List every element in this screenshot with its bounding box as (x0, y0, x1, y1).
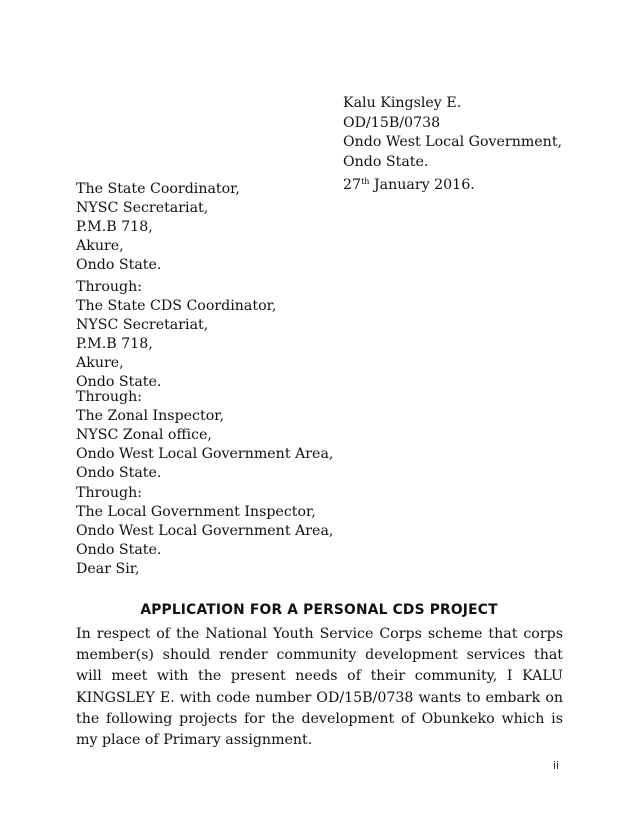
address-line: Ondo West Local Government Area, (76, 523, 334, 539)
letter-date (343, 172, 562, 196)
address-line: Ondo State. (76, 542, 162, 558)
address-line: NYSC Secretariat, (76, 317, 209, 333)
address-line: Ondo State. (76, 374, 162, 390)
address-line: The State Coordinator, (76, 181, 240, 197)
through-label: Through: (76, 389, 143, 405)
date-day: 27 (343, 177, 362, 194)
address-line: P.M.B 718, (76, 336, 153, 352)
through-zonal-inspector (76, 388, 333, 483)
date-suffix: th (361, 177, 370, 187)
address-line: Akure, (76, 238, 124, 254)
through-lg-inspector (76, 484, 333, 560)
address-line: P.M.B 718, (76, 219, 153, 235)
address-line: Ondo State. (76, 465, 162, 481)
address-line: NYSC Zonal office, (76, 427, 212, 443)
salutation: Dear Sir, (76, 561, 140, 577)
address-line: The Local Government Inspector, (76, 504, 316, 520)
body-paragraph: In respect of the National Youth Service Corps scheme that corps member(s) should render community development services that will meet with the present needs of their community, I KALU KINGSLEY E. with code number OD/15B/0738 wants to embark on the following projects for the development of Obunkeko which is my place of Primary assignment. (76, 626, 563, 749)
sender-code: OD/15B/0738 (343, 114, 441, 131)
address-line: The Zonal Inspector, (76, 408, 224, 424)
page-number: ii (553, 759, 560, 772)
address-line: Ondo State. (76, 257, 162, 273)
sender-state: Ondo State. (343, 153, 429, 170)
address-line: Akure, (76, 355, 124, 371)
address-line: The State CDS Coordinator, (76, 298, 277, 314)
through-cds-coordinator (76, 278, 276, 392)
address-line: Ondo West Local Government Area, (76, 446, 334, 462)
address-line: NYSC Secretariat, (76, 200, 209, 216)
sender-name: Kalu Kingsley E. (343, 95, 462, 111)
through-label: Through: (76, 485, 143, 501)
letter-subject: APPLICATION FOR A PERSONAL CDS PROJECT (140, 602, 498, 618)
through-label: Through: (76, 279, 143, 295)
sender-lga: Ondo West Local Government, (343, 134, 563, 151)
sender-address (343, 94, 562, 196)
recipient-address (76, 180, 240, 275)
date-rest: January 2016. (369, 177, 475, 194)
